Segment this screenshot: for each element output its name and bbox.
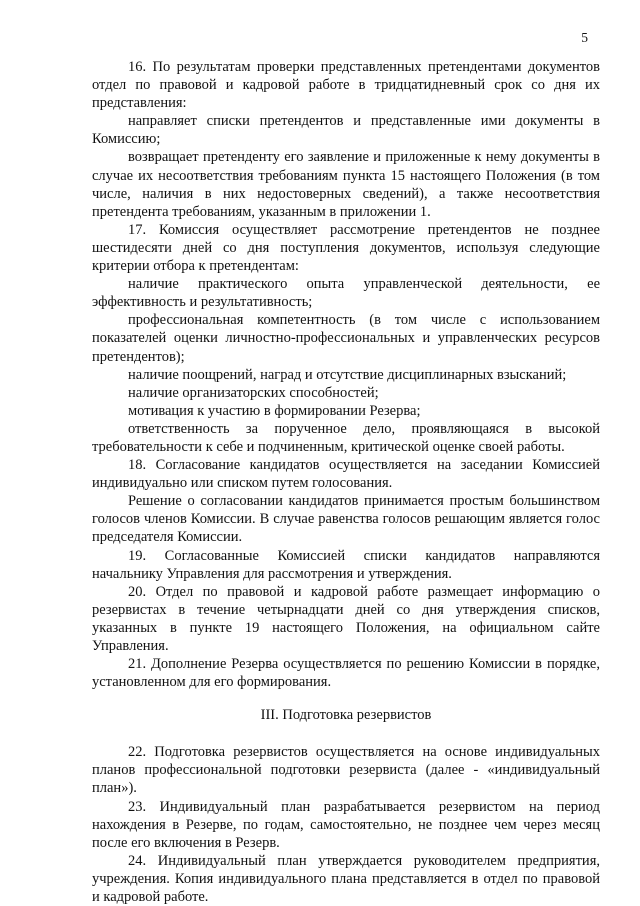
criterion-experience: наличие практического опыта управленческой деятельности, ее эффективность и результативность; [92, 276, 600, 311]
paragraph-17: 17. Комиссия осуществляет рассмотрение претендентов не позднее шестидесяти дней со дня поступления документов, используя следующие критерии отбора к претендентам: [92, 221, 600, 275]
paragraph-16-item-2: возвращает претенденту его заявление и приложенные к нему документы в случае их несоответствия требованиям пункта 15 настоящего Положения (в том числе, наличия в них недостоверных сведений), а также несоответствия претендента требованиям, указанным в приложении 1. [92, 149, 600, 220]
criterion-motivation: мотивация к участию в формировании Резерва; [128, 402, 421, 419]
page-number: 5 [581, 30, 588, 45]
criterion-awards: наличие поощрений, наград и отсутствие дисциплинарных взысканий; [128, 366, 567, 383]
paragraph-23: 23. Индивидуальный план разрабатывается резервистом на период нахождения в Резерве, по годам, самостоятельно, не позднее чем через месяц после его включения в Резерв. [92, 798, 600, 851]
criterion-competence: профессиональная компетентность (в том числе с использованием показателей оценки личностно-профессиональных и управленческих ресурсов претендентов); [92, 312, 600, 365]
paragraph-22: 22. Подготовка резервистов осуществляется на основе индивидуальных планов профессиональной подготовки резервиста (далее - «индивидуальный план»). [92, 744, 600, 797]
paragraph-18: 18. Согласование кандидатов осуществляется на заседании Комиссией индивидуально или списком путем голосования. [92, 457, 600, 492]
paragraph-20: 20. Отдел по правовой и кадровой работе размещает информацию о резервистах в течение четырнадцати дней со дня утверждения списков, указанных в пункте 19 настоящего Положения, на официальном сайте Управления. [92, 583, 600, 654]
paragraph-18-decision: Решение о согласовании кандидатов принимается простым большинством голосов членов Комиссии. В случае равенства голосов решающим является голос председателя Комиссии. [92, 493, 600, 546]
paragraph-19: 19. Согласованные Комиссией списки кандидатов направляются начальнику Управления для рассмотрения и утверждения. [92, 547, 600, 582]
paragraph-24: 24. Индивидуальный план утверждается руководителем предприятия, учреждения. Копия индивидуального плана представляется в отдел по правовой и кадровой работе. [92, 852, 600, 906]
criterion-organizational: наличие организаторских способностей; [128, 384, 379, 401]
paragraph-16-item-1: направляет списки претендентов и представленные ими документы в Комиссию; [92, 113, 600, 148]
paragraph-21: 21. Дополнение Резерва осуществляется по решению Комиссии в порядке, установленном для его формирования. [92, 656, 600, 691]
section-heading: III. Подготовка резервистов [260, 707, 432, 724]
criterion-responsibility: ответственность за порученное дело, проявляющаяся в высокой требовательности к себе и подчиненным, критической оценке своей работы. [92, 420, 600, 455]
paragraph-16: 16. По результатам проверки представленных претендентами документов отдел по правовой и кадровой работе в тридцатидневный срок со дня их представления: [92, 59, 600, 112]
